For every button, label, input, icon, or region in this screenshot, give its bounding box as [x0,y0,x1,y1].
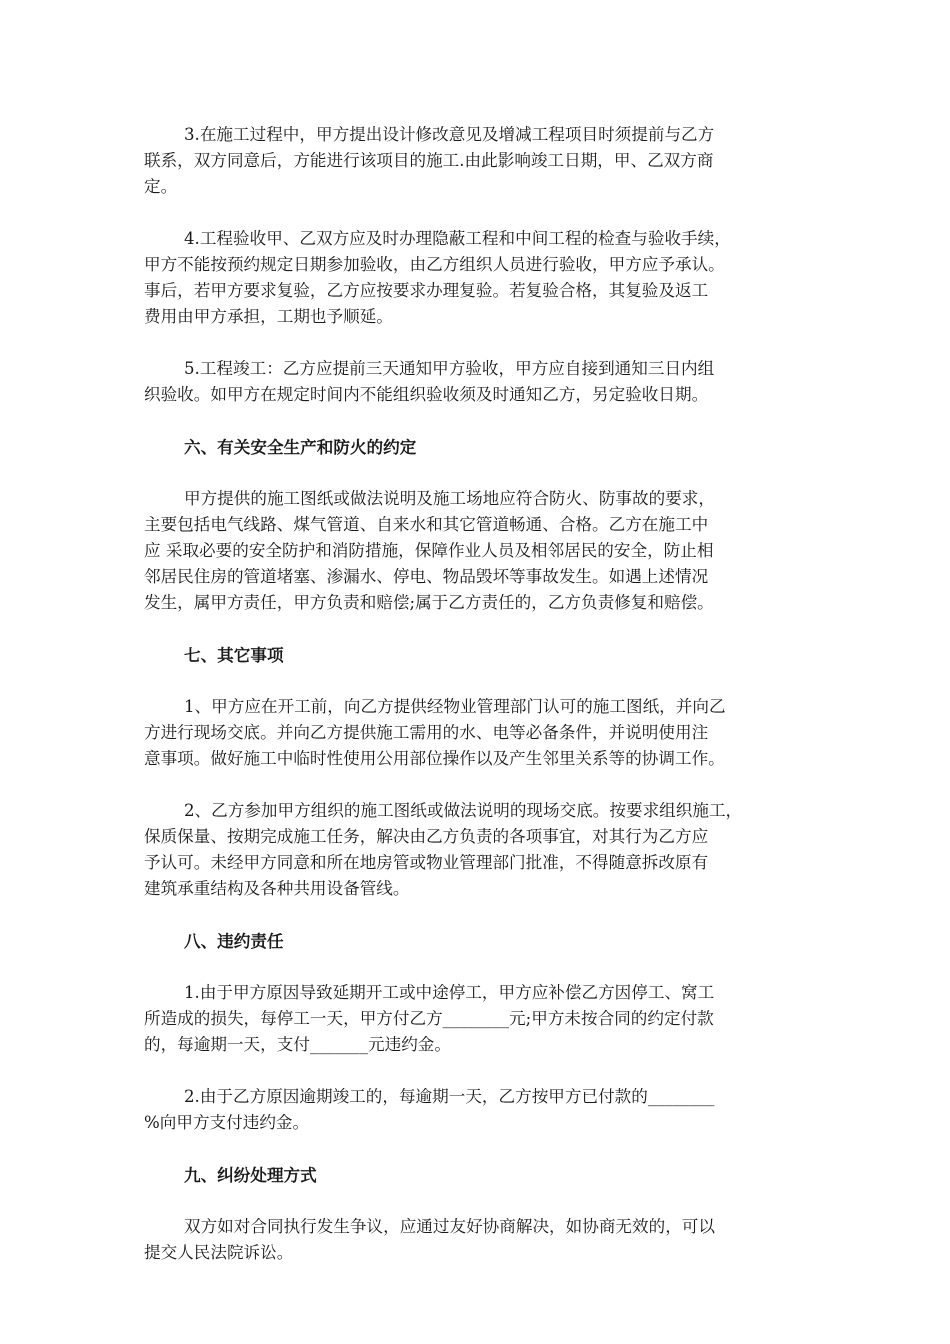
text-line: 予认可。未经甲方同意和所在地房管或物业管理部门批准，不得随意拆改原有 [144,853,709,872]
text-line: 1、甲方应在开工前，向乙方提供经物业管理部门认可的施工图纸，并向乙 [184,697,726,716]
text-line: 1.由于甲方原因导致延期开工或中途停工，甲方应补偿乙方因停工、窝工 [184,983,715,1002]
text-line: 建筑承重结构及各种共用设备管线。 [144,879,410,898]
text-line: 提交人民法院诉讼。 [144,1243,294,1262]
text-line: 3.在施工过程中，甲方提出设计修改意见及增减工程项目时须提前与乙方 [184,125,715,144]
paragraph-breach-2 [144,1084,804,1136]
paragraph-dispute [144,1214,804,1266]
paragraph-safety [144,486,804,616]
paragraph-other-1 [144,694,804,772]
text-line: 织验收。如甲方在规定时间内不能组织验收须及时通知乙方，另定验收日期。 [144,385,709,404]
text-line: 发生，属甲方责任，甲方负责和赔偿;属于乙方责任的，乙方负责修复和赔偿。 [144,593,714,612]
text-line: 定。 [144,177,178,196]
text-line: 2、乙方参加甲方组织的施工图纸或做法说明的现场交底。按要求组织施工， [184,801,743,820]
paragraph-clause-5 [144,356,804,408]
text-line: 方进行现场交底。并向乙方提供施工需用的水、电等必备条件，并说明使用注 [144,723,709,742]
text-line: 4.工程验收甲、乙双方应及时办理隐蔽工程和中间工程的检查与验收手续， [184,229,731,248]
text-line: 费用由甲方承担，工期也予顺延。 [144,307,393,326]
text-line: 甲方不能按预约规定日期参加验收，由乙方组织人员进行验收，甲方应予承认。 [144,255,725,274]
section-heading-9: 九、纠纷处理方式 [184,1165,317,1185]
paragraph-clause-3 [144,122,804,200]
text-line: 事后，若甲方要求复验，乙方应按要求办理复验。若复验合格，其复验及返工 [144,281,709,300]
text-line: %向甲方支付违约金。 [144,1113,310,1132]
text-line: 邻居民住房的管道堵塞、渗漏水、停电、物品毁坏等事故发生。如遇上述情况 [144,567,709,586]
section-heading-8: 八、违约责任 [184,931,284,951]
text-line: 双方如对合同执行发生争议，应通过友好协商解决，如协商无效的，可以 [184,1217,715,1236]
text-line: 2.由于乙方原因逾期竣工的，每逾期一天，乙方按甲方已付款的________ [184,1087,715,1106]
paragraph-breach-1 [144,980,804,1058]
text-line: 所造成的损失，每停工一天，甲方付乙方________元;甲方未按合同的约定付款 [144,1009,714,1028]
text-line: 甲方提供的施工图纸或做法说明及施工场地应符合防火、防事故的要求， [184,489,715,508]
section-heading-7: 七、其它事项 [184,645,284,665]
paragraph-clause-4 [144,226,804,330]
text-line: 应 采取必要的安全防护和消防措施，保障作业人员及相邻居民的安全，防止相 [144,541,714,560]
text-line: 意事项。做好施工中临时性使用公用部位操作以及产生邻里关系等的协调工作。 [144,749,725,768]
text-line: 联系，双方同意后，方能进行该项目的施工.由此影响竣工日期，甲、乙双方商 [144,151,714,170]
text-line: 主要包括电气线路、煤气管道、自来水和其它管道畅通、合格。乙方在施工中 [144,515,709,534]
text-line: 的，每逾期一天，支付_______元违约金。 [144,1035,451,1054]
document-page [144,122,804,1266]
section-heading-6: 六、有关安全生产和防火的约定 [184,437,417,457]
text-line: 保质保量、按期完成施工任务，解决由乙方负责的各项事宜，对其行为乙方应 [144,827,709,846]
text-line: 5.工程竣工：乙方应提前三天通知甲方验收，甲方应自接到通知三日内组 [184,359,715,378]
paragraph-other-2 [144,798,804,902]
